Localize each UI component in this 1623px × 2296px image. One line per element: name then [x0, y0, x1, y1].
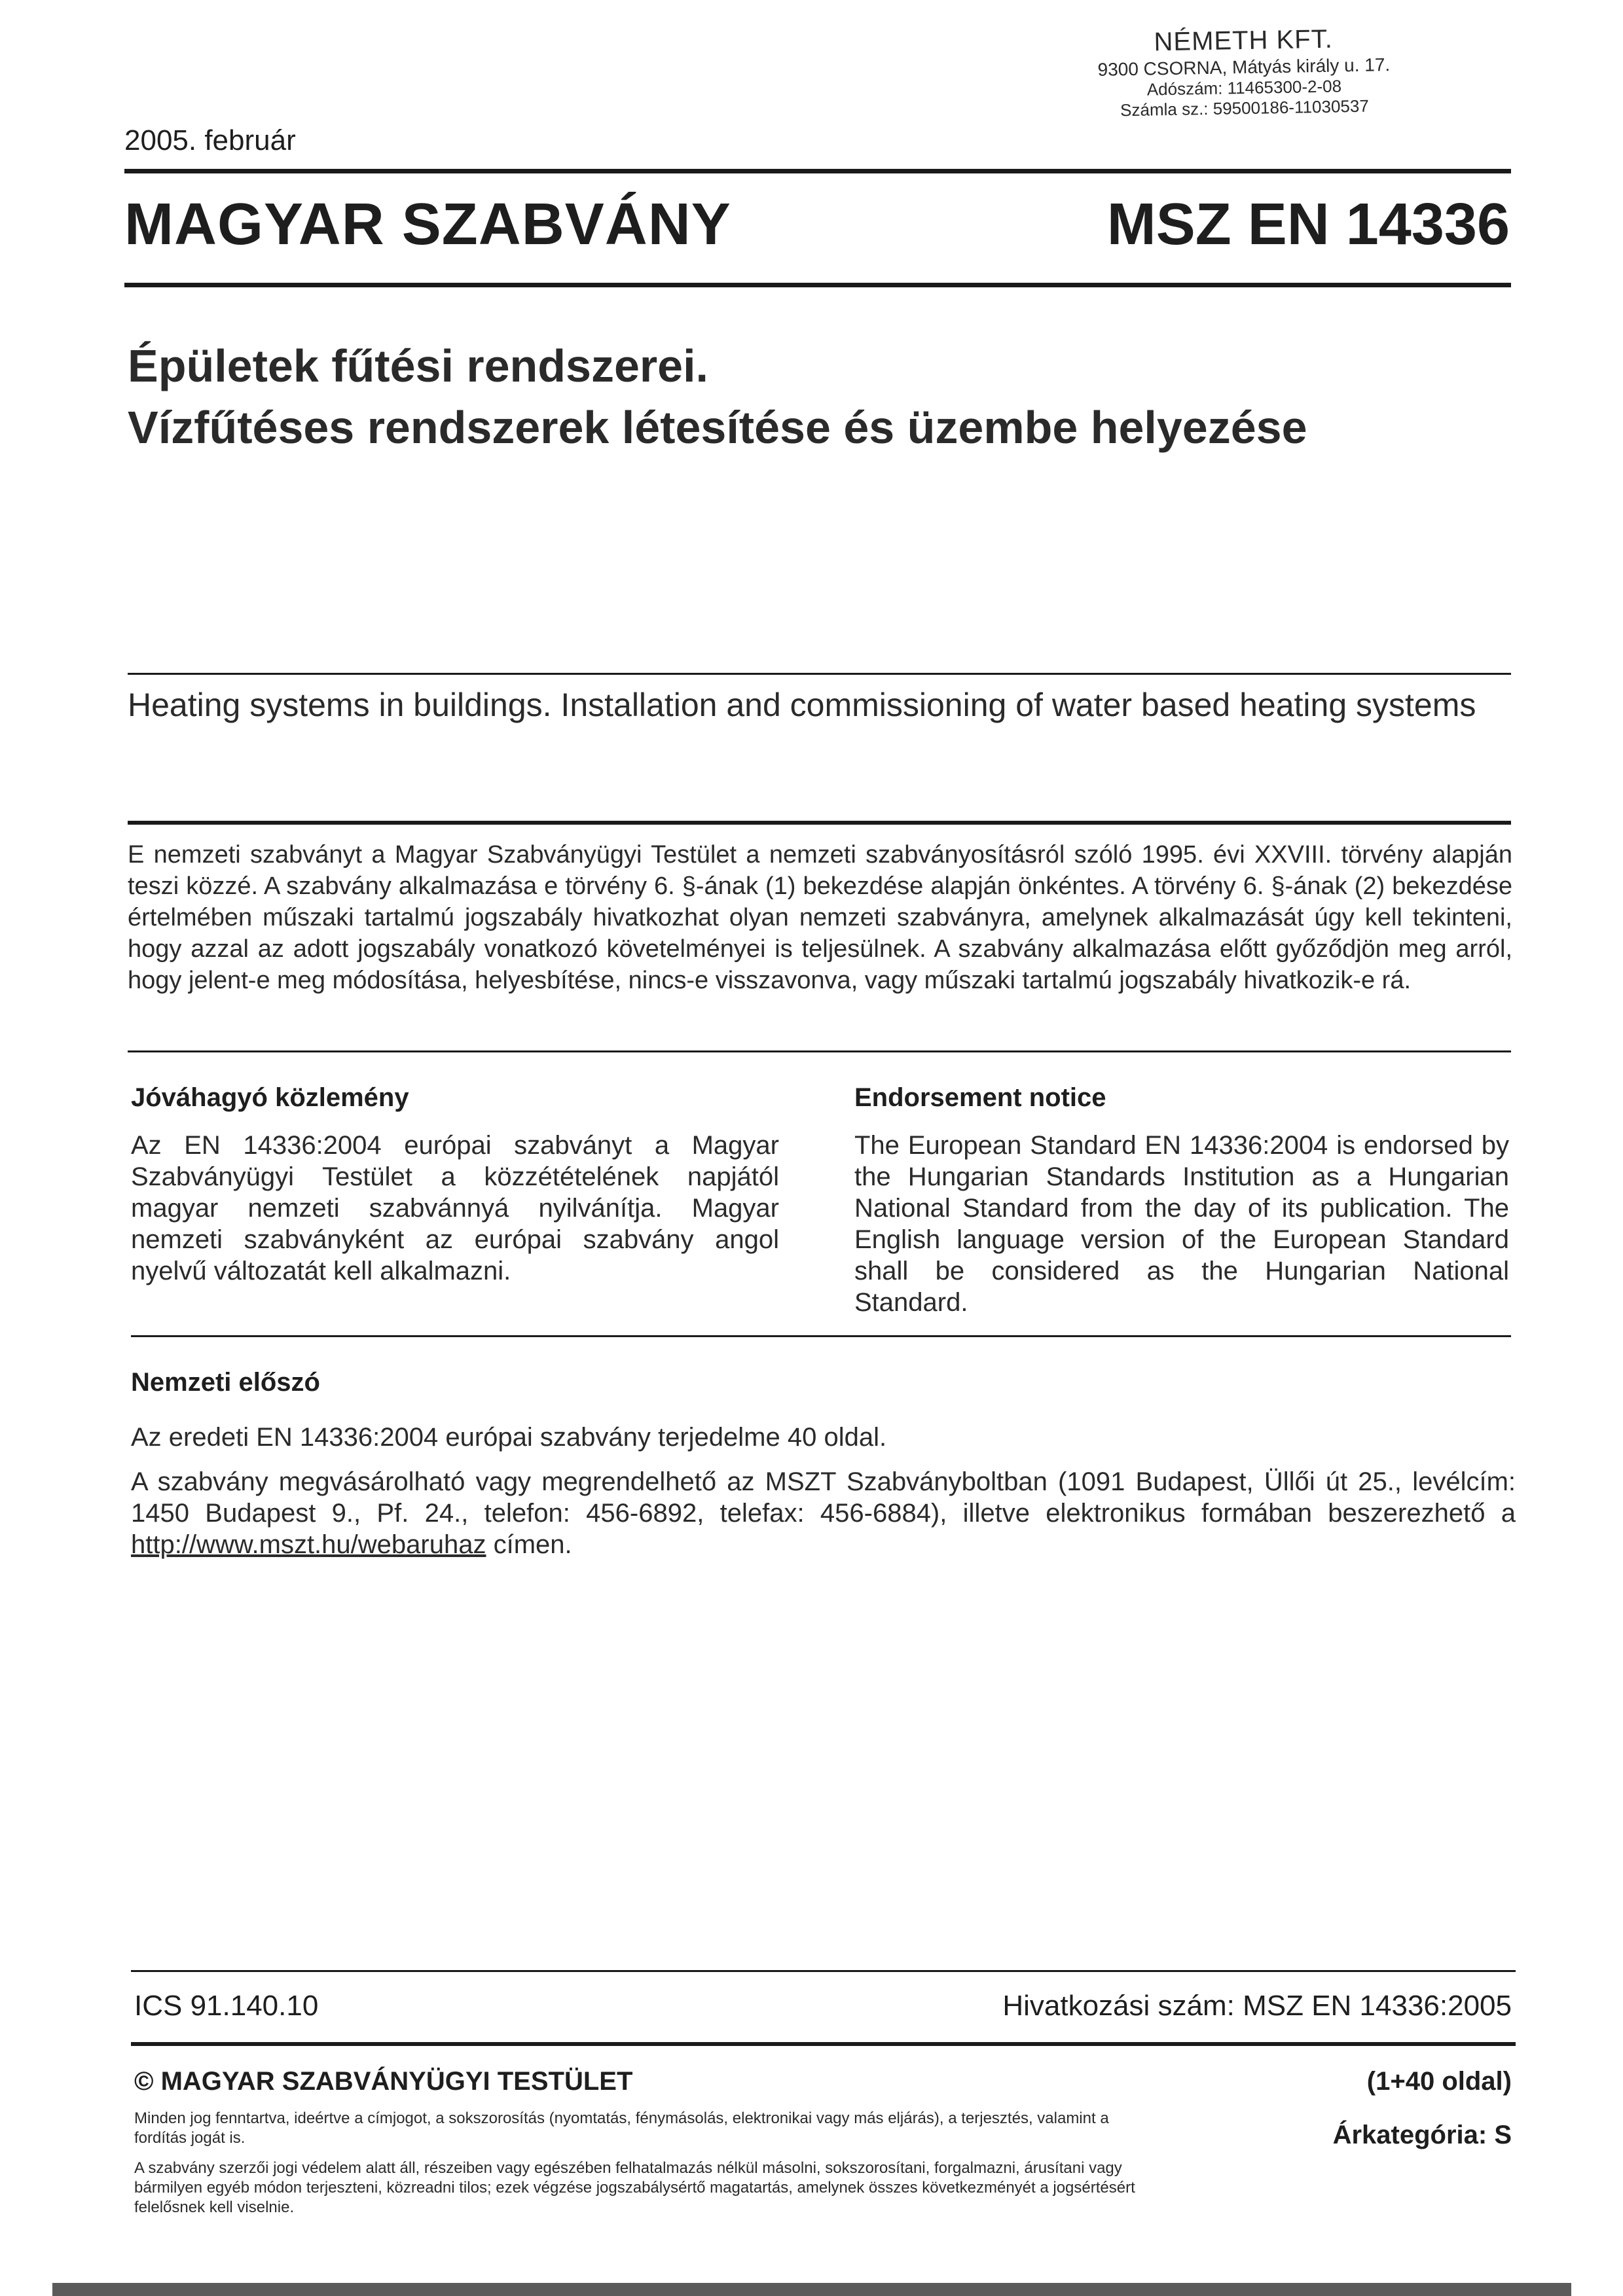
- endorsement-en-heading: Endorsement notice: [854, 1083, 1106, 1112]
- english-title-bottom-rule: [128, 821, 1511, 825]
- header-bottom-rule: [124, 283, 1511, 287]
- page-count: (1+40 oldal): [1366, 2067, 1512, 2096]
- document-title: [128, 335, 1307, 458]
- stamp-company-name: NÉMETH KFT.: [1154, 24, 1334, 57]
- ics-code: ICS 91.140.10: [134, 1990, 319, 2022]
- header-top-rule: [124, 169, 1511, 173]
- endorsement-en-body: The European Standard EN 14336:2004 is endorsed by the Hungarian Standards Institution as a Hungarian National Standard from the day of its publication. The English language version of the European Standard shall be considered as the Hungarian National Standard.: [854, 1131, 1509, 1317]
- header-standard-number: MSZ EN 14336: [1106, 192, 1510, 257]
- publication-date: 2005. február: [124, 124, 296, 156]
- national-foreword-page-count: Az eredeti EN 14336:2004 európai szabvány terjedelme 40 oldal.: [131, 1423, 887, 1452]
- national-foreword-heading: Nemzeti előszó: [131, 1368, 320, 1397]
- title-line-1: Épületek fűtési rendszerei.: [128, 340, 708, 391]
- english-title: Heating systems in buildings. Installation and commissioning of water based heating systems: [128, 687, 1476, 723]
- endorsement-bottom-rule: [131, 1335, 1511, 1337]
- endorsement-hu-body: Az EN 14336:2004 európai szabványt a Magyar Szabványügyi Testület a közzétételének napjától magyar nemzeti szabvánnyá nyilvánítja. Magyar nemzeti szabványként az európai szabvány angol nyelvű változatát kell alkalmazni.: [131, 1131, 779, 1285]
- copyright-holder: © MAGYAR SZABVÁNYÜGYI TESTÜLET: [134, 2067, 633, 2096]
- stamp-tax-number: Adószám: 11465300-2-08: [1146, 76, 1342, 99]
- title-line-2: Vízfűtéses rendszerek létesítése és üzembe helyezése: [128, 402, 1307, 453]
- rights-reserved-notice: Minden jog fenntartva, ideértve a címjogot, a sokszorosítás (nyomtatás, fénymásolás, elektronikai vagy más eljárás), a terjesztés, valamint a fordítás jogát is.: [134, 2109, 1109, 2147]
- national-foreword-purchase-info: [131, 1466, 1516, 1560]
- stamp-address: 9300 CSORNA, Mátyás király u. 17.: [1097, 54, 1391, 80]
- purchase-info-text: A szabvány megvásárolható vagy megrendelhető az MSZT Szabványboltban (1091 Budapest, Üllői út 25., levélcím: 1450 Budapest 9., Pf. 24., telefon: 456-6892, telefax: 456-6884), illetve elektronikus formában beszerezhető a: [131, 1467, 1516, 1528]
- purchase-info-suffix: címen.: [486, 1530, 572, 1559]
- endorsement-notice-english: [854, 1083, 1509, 1318]
- endorsement-hu-heading: Jóváhagyó közlemény: [131, 1083, 409, 1112]
- endorsement-notice-hungarian: [131, 1083, 779, 1287]
- company-stamp: [1047, 23, 1441, 122]
- header-standard-type: MAGYAR SZABVÁNY: [124, 192, 731, 257]
- scan-edge-shadow: [52, 2283, 1571, 2296]
- webshop-link[interactable]: http://www.mszt.hu/webaruhaz: [131, 1530, 486, 1559]
- footer-middle-rule: [131, 2042, 1516, 2046]
- intro-bottom-rule: [128, 1050, 1511, 1052]
- english-title-top-rule: [128, 673, 1511, 675]
- stamp-account-number: Számla sz.: 59500186-11030537: [1120, 96, 1370, 120]
- copyright-protection-notice: A szabvány szerzői jogi védelem alatt áll, részeiben vagy egészében felhatalmazás nélkül másolni, sokszorosítani, forgalmazni, árusítani vagy bármilyen egyéb módon terjeszteni, közreadni tilos; ezek végzése jogszabálysértő magatartás, amelynek összes következményét a jogsértésért felelősnek kell viselnie.: [134, 2159, 1135, 2216]
- price-category: Árkategória: S: [1332, 2121, 1512, 2149]
- legal-intro-paragraph: E nemzeti szabványt a Magyar Szabványügyi Testület a nemzeti szabványosításról szóló 1995. évi XXVIII. törvény alapján teszi közzé. A szabvány alkalmazása e törvény 6. §-ának (1) bekezdése alapján önkéntes. A törvény 6. §-ának (2) bekezdése értelmében műszaki tartalmú jogszabály hivatkozhat olyan nemzeti szabványra, amelynek alkalmazását úgy kell tekinteni, hogy azzal az adott jogszabály vonatkozó követelményei is teljesülnek. A szabvány alkalmazása előtt győződjön meg arról, hogy jelent-e meg módosítása, helyesbítése, nincs-e visszavonva, vagy műszaki tartalmú jogszabály hivatkozik-e rá.: [128, 841, 1512, 994]
- footer-top-rule: [131, 1970, 1516, 1972]
- reference-number: Hivatkozási szám: MSZ EN 14336:2005: [1002, 1990, 1512, 2022]
